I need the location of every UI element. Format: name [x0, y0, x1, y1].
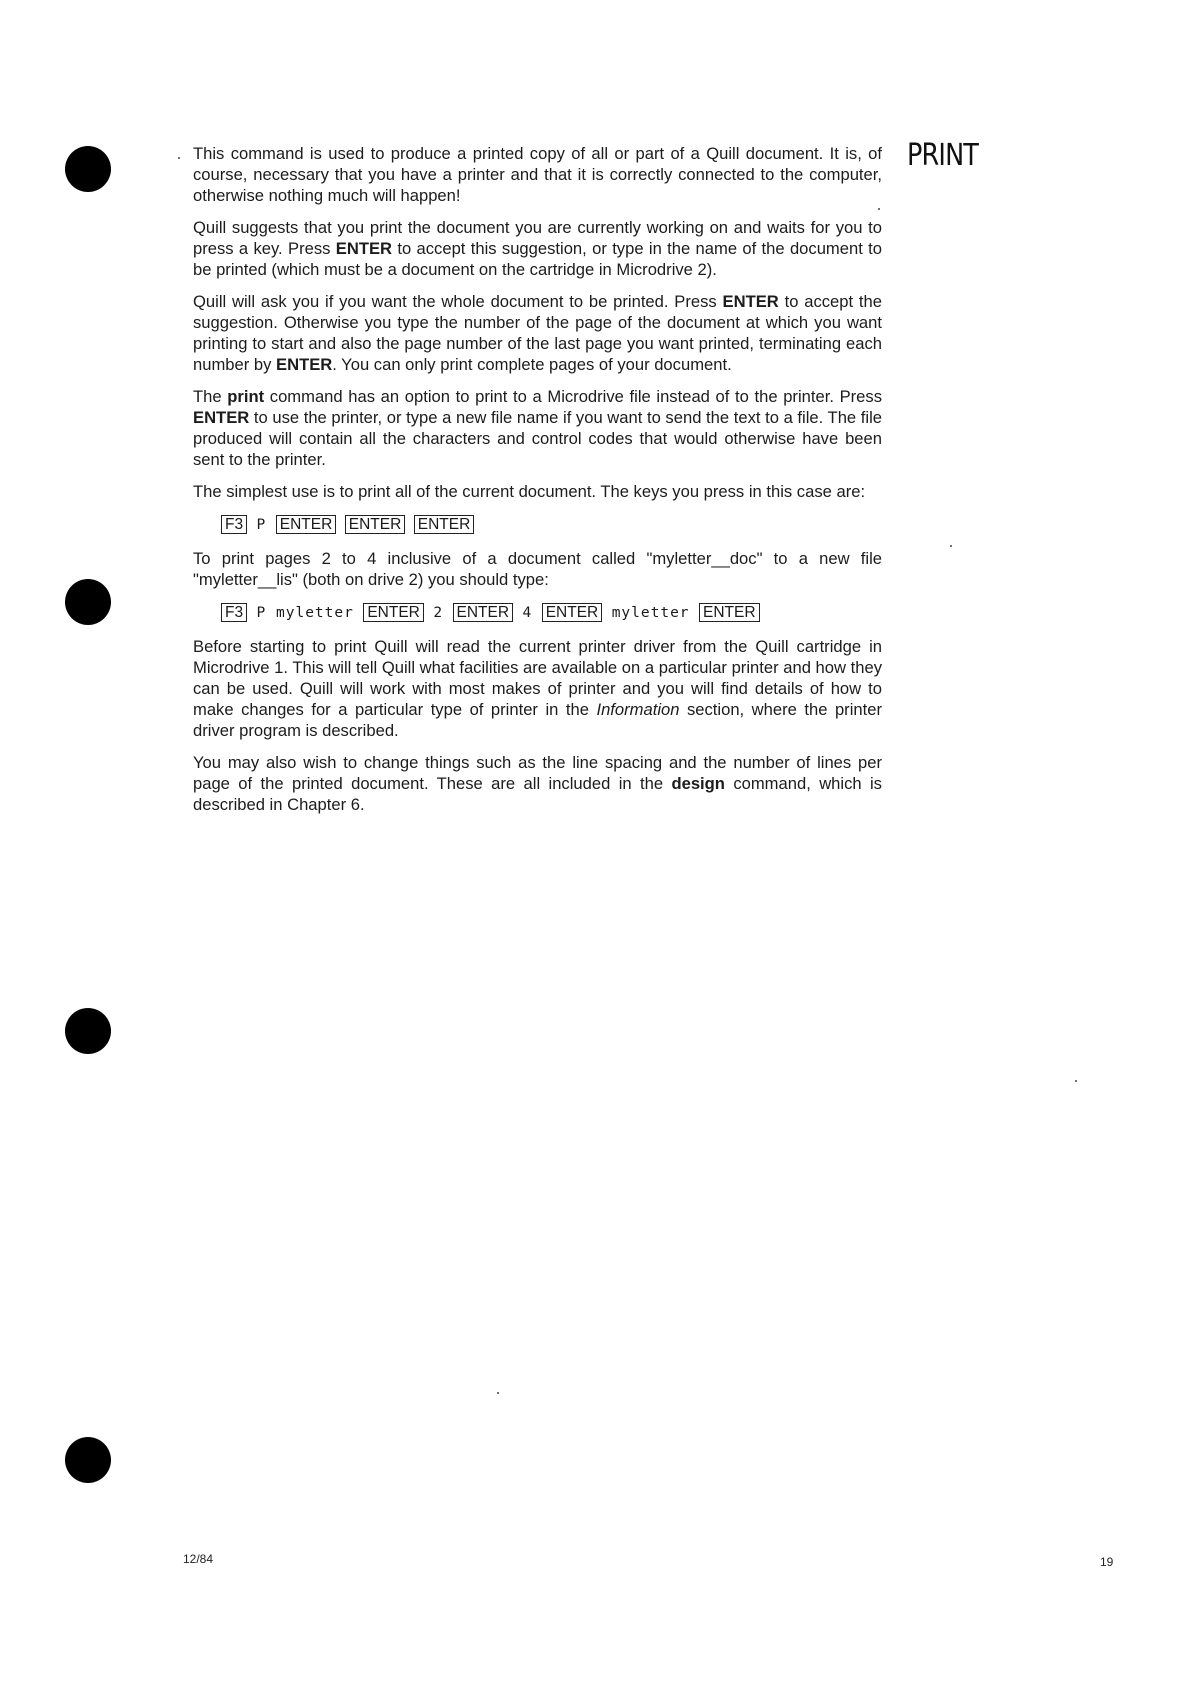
key-name: ENTER	[335, 239, 393, 258]
typed-text: myletter	[611, 605, 690, 621]
scan-speck	[878, 208, 880, 210]
main-text	[193, 143, 882, 826]
paragraph-range-example: To print pages 2 to 4 inclusive of a document called "myletter__doc" to a new file "myletter__lis" (both on drive 2) you should type:	[193, 549, 882, 589]
key-name: ENTER	[276, 355, 333, 374]
text-run: Before starting to print Quill will read the current printer driver from the Quill cartridge in Microdrive 1. This will tell Quill what facilities are available on a particular printer and how they can be used. Quill will work with most makes of printer and you will find details of how to make changes for a particular type of printer in the	[193, 637, 882, 719]
key-enter: ENTER	[414, 515, 475, 534]
scan-speck	[1075, 1080, 1077, 1082]
text-run: section, where the printer driver program is described.	[193, 700, 882, 740]
text-run: . You can only print complete pages of your document.	[332, 355, 732, 374]
punch-hole	[65, 1437, 111, 1483]
text-run: to accept this suggestion, or type in the name of the document to be printed (which must be a document on the cartridge in Microdrive 2).	[193, 239, 882, 279]
paragraph-file-option	[193, 386, 882, 470]
command-name: design	[671, 774, 725, 793]
paragraph-printer-driver	[193, 636, 882, 741]
key-name: ENTER	[722, 292, 779, 311]
punch-hole	[65, 146, 111, 192]
page-number: 19	[1100, 1555, 1114, 1569]
punch-hole	[65, 1008, 111, 1054]
scan-speck	[950, 545, 952, 547]
text-run: You may also wish to change things such as the line spacing and the number of lines per page of the printed document. These are all included in the	[193, 753, 882, 793]
text-run: Quill suggests that you print the document you are currently working on and waits for you to press a key. Press	[193, 218, 882, 258]
typed-text: P	[256, 517, 267, 533]
section-reference: Information	[596, 700, 680, 719]
key-enter: ENTER	[363, 603, 424, 622]
text-run: to accept the suggestion. Otherwise you type the number of the page of the document at which you want printing to start and also the page number of the last page you want printed, terminating each number by	[193, 292, 882, 374]
typed-text: P myletter	[256, 605, 354, 621]
key-sequence-range	[219, 601, 882, 625]
paragraph-pages	[193, 291, 882, 375]
paragraph-intro: This command is used to produce a printed copy of all or part of a Quill document. It is, of course, necessary that you have a printer and that it is correctly connected to the computer, otherwise nothing much will happen!	[193, 144, 882, 205]
key-enter: ENTER	[542, 603, 603, 622]
text-run: to use the printer, or type a new file name if you want to send the text to a file. The file produced will contain all the characters and control codes that would otherwise have been sent to the printer.	[193, 408, 882, 469]
section-title: PRINT	[907, 138, 979, 173]
paragraph-suggest	[193, 217, 882, 280]
key-sequence-simple	[219, 513, 882, 537]
text-run: The	[193, 387, 228, 406]
command-name: print	[227, 387, 265, 406]
text-run: command has an option to print to a Microdrive file instead of to the printer. Press	[264, 387, 882, 406]
paragraph-simplest: The simplest use is to print all of the current document. The keys you press in this case are:	[193, 482, 866, 501]
scan-speck	[497, 1392, 499, 1394]
punch-hole	[65, 579, 111, 625]
typed-text: 4	[522, 605, 533, 621]
footer-date: 12/84	[183, 1552, 214, 1566]
paragraph-design	[193, 752, 882, 815]
text-run: Quill will ask you if you want the whole document to be printed. Press	[193, 292, 723, 311]
scan-speck	[178, 157, 180, 159]
key-name: ENTER	[193, 408, 250, 427]
text-run: command, which is described in Chapter 6.	[193, 774, 882, 814]
key-enter: ENTER	[345, 515, 406, 534]
key-enter: ENTER	[699, 603, 760, 622]
key-f3: F3	[221, 603, 247, 622]
key-f3: F3	[221, 515, 247, 534]
key-enter: ENTER	[276, 515, 337, 534]
typed-text: 2	[433, 605, 444, 621]
key-enter: ENTER	[453, 603, 514, 622]
